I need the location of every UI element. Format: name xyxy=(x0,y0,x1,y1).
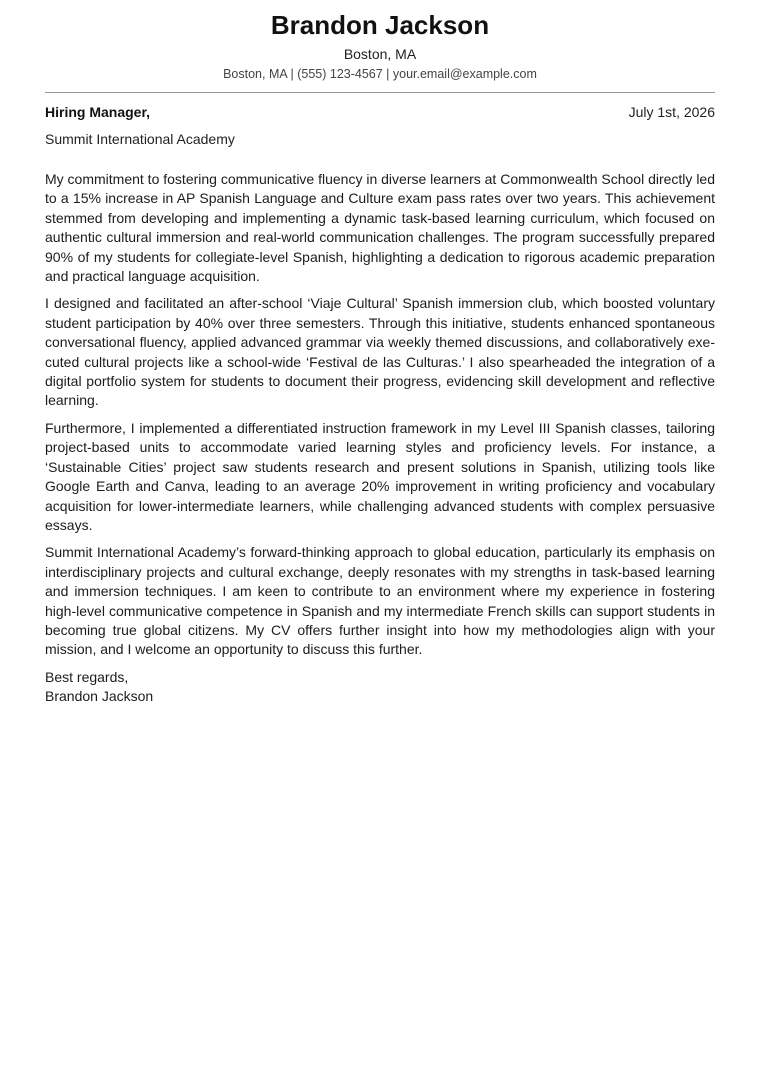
letter-body xyxy=(45,170,715,660)
closing-phrase: Best regards, xyxy=(45,668,129,685)
signature-name: Brandon Jackson xyxy=(45,688,154,705)
body-paragraph: Furthermore, I implemented a differentiated instruction framework in my Level III Spanish classes, tailoring project-based units to accommodate varied learning styles and proficiency levels. For instance, a ‘Sustainable Cities’ project saw students research and present solutions in Spanish, utilizing tools like Google Earth and Canva, leading to an average 20% improvement in writing proficiency and vocabulary acquisition for lower-intermediate learners, while challenging advanced students with complex persuasive essays. xyxy=(45,419,715,533)
applicant-contact-line: Boston, MA | (555) 123-4567 | your.email@example.com xyxy=(223,67,537,81)
applicant-location: Boston, MA xyxy=(343,46,417,62)
applicant-name: Brandon Jackson xyxy=(270,10,490,40)
letter-closing xyxy=(45,668,715,707)
recipient-salutation: Hiring Manager, xyxy=(45,104,151,120)
body-paragraph: Summit International Academy’s forward-thinking approach to global education, particularly its emphasis on interdisciplinary projects and cultural exchange, deeply resonates with my strengths in task-based learning and immersion techniques. I am keen to contribute to an environment where my experience in fostering high-level communicative competence in Spanish and my intermediate French skills can support students in becoming true global citizens. My CV offers further insight into how my methodologies align with your mission, and I welcome an opportunity to discuss this further. xyxy=(45,544,715,658)
letter-header xyxy=(45,0,715,82)
recipient-row xyxy=(45,104,715,121)
body-paragraph: My commitment to fostering communicative fluency in diverse learners at Commonwealth School directly led to a 15% increase in AP Spanish Language and Culture exam pass rates over two years. This achievement stemmed from developing and implementing a dynamic task-based learning curriculum, which focused on authentic cultural immersion and real-world communication challenges. The program successfully prepared 90% of my students for collegiate-level Spanish, highlighting a dedication to rigorous academic preparation and practical language acquisition. xyxy=(45,171,715,285)
letter-date: July 1st, 2026 xyxy=(628,104,715,120)
recipient-organization: Summit International Academy xyxy=(45,131,235,147)
body-paragraph: I designed and facilitated an after-school ‘Viaje Cultural’ Spanish immersion club, which boosted voluntary student participation by 40% over three semesters. Through this initiative, students enhanced spontaneous conversational fluency, applied advanced grammar via weekly themed discussions, and collaboratively executed cultural projects like a school-wide ‘Festival de las Culturas.’ I also spearheaded the integration of a digital portfolio system for students to document their progress, evidencing skill development and reflective learning. xyxy=(45,295,715,409)
header-divider xyxy=(45,92,715,93)
